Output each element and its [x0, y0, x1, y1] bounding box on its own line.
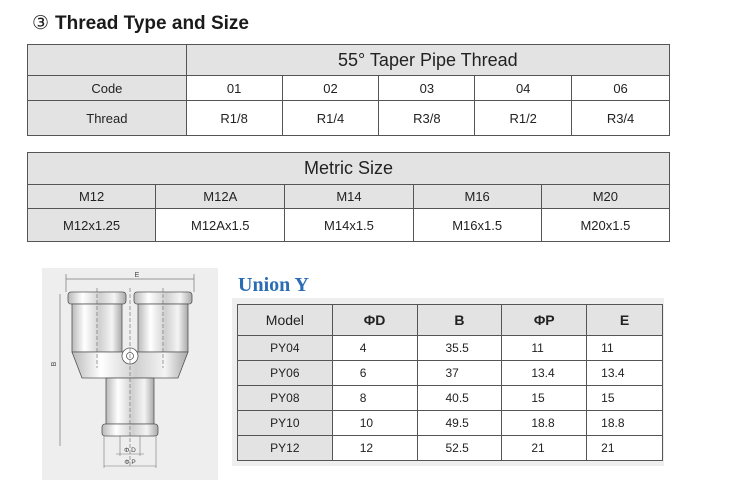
union-header-b: B [417, 305, 502, 336]
code-cell: 02 [282, 76, 379, 101]
table-row [238, 336, 663, 361]
thread-cell: R1/8 [186, 101, 282, 136]
e-cell: 13.4 [587, 361, 663, 386]
d-cell: 12 [332, 436, 417, 461]
thread-cell: R1/4 [282, 101, 379, 136]
code-cell: 03 [379, 76, 475, 101]
b-cell: 49.5 [417, 411, 502, 436]
d-cell: 4 [332, 336, 417, 361]
dim-p-label: Φ P [124, 459, 136, 466]
thread-cell: R3/8 [379, 101, 475, 136]
thread-table-corner [28, 45, 187, 76]
metric-table-header: Metric Size [28, 153, 670, 185]
section-title-text: Thread Type and Size [55, 13, 249, 34]
b-cell: 40.5 [417, 386, 502, 411]
p-cell: 13.4 [502, 361, 587, 386]
thread-label: Thread [28, 101, 187, 136]
metric-size-cell: M12A [156, 185, 285, 209]
metric-thread-cell: M16x1.5 [413, 209, 541, 242]
union-table [237, 304, 663, 461]
union-header-e: E [587, 305, 663, 336]
metric-size-cell: M12 [28, 185, 156, 209]
p-cell: 11 [502, 336, 587, 361]
dim-d-label: Φ D [124, 447, 136, 454]
metric-thread-cell: M12x1.25 [28, 209, 156, 242]
metric-thread-cell: M12Ax1.5 [156, 209, 285, 242]
model-cell: PY06 [238, 361, 333, 386]
table-row [238, 436, 663, 461]
metric-size-cell: M16 [413, 185, 541, 209]
metric-size-cell: M14 [285, 185, 413, 209]
metric-size-cell: M20 [541, 185, 669, 209]
code-cell: 04 [475, 76, 572, 101]
thread-table [27, 44, 670, 136]
union-header-p: ΦP [502, 305, 587, 336]
section-title [32, 12, 249, 35]
p-cell: 18.8 [502, 411, 587, 436]
b-cell: 52.5 [417, 436, 502, 461]
dim-b-label: B [51, 361, 58, 367]
metric-thread-cell: M14x1.5 [285, 209, 413, 242]
e-cell: 11 [587, 336, 663, 361]
model-cell: PY12 [238, 436, 333, 461]
section-number: ③ [32, 13, 50, 34]
union-y-drawing [42, 268, 218, 480]
model-cell: PY10 [238, 411, 333, 436]
code-cell: 01 [186, 76, 282, 101]
b-cell: 37 [417, 361, 502, 386]
code-cell: 06 [572, 76, 670, 101]
union-title: Union Y [238, 274, 309, 296]
b-cell: 35.5 [417, 336, 502, 361]
e-cell: 15 [587, 386, 663, 411]
union-y-drawing-svg [42, 268, 218, 480]
table-row [238, 386, 663, 411]
e-cell: 18.8 [587, 411, 663, 436]
d-cell: 6 [332, 361, 417, 386]
table-row [238, 361, 663, 386]
table-row [238, 411, 663, 436]
metric-table [27, 152, 670, 242]
d-cell: 8 [332, 386, 417, 411]
d-cell: 10 [332, 411, 417, 436]
metric-thread-cell: M20x1.5 [541, 209, 669, 242]
e-cell: 21 [587, 436, 663, 461]
union-header-d: ΦD [332, 305, 417, 336]
p-cell: 21 [502, 436, 587, 461]
dim-e-label: E [134, 272, 140, 279]
model-cell: PY04 [238, 336, 333, 361]
union-header-model: Model [238, 305, 333, 336]
code-label: Code [28, 76, 187, 101]
thread-cell: R3/4 [572, 101, 670, 136]
thread-cell: R1/2 [475, 101, 572, 136]
thread-table-header: 55° Taper Pipe Thread [186, 45, 669, 76]
p-cell: 15 [502, 386, 587, 411]
model-cell: PY08 [238, 386, 333, 411]
